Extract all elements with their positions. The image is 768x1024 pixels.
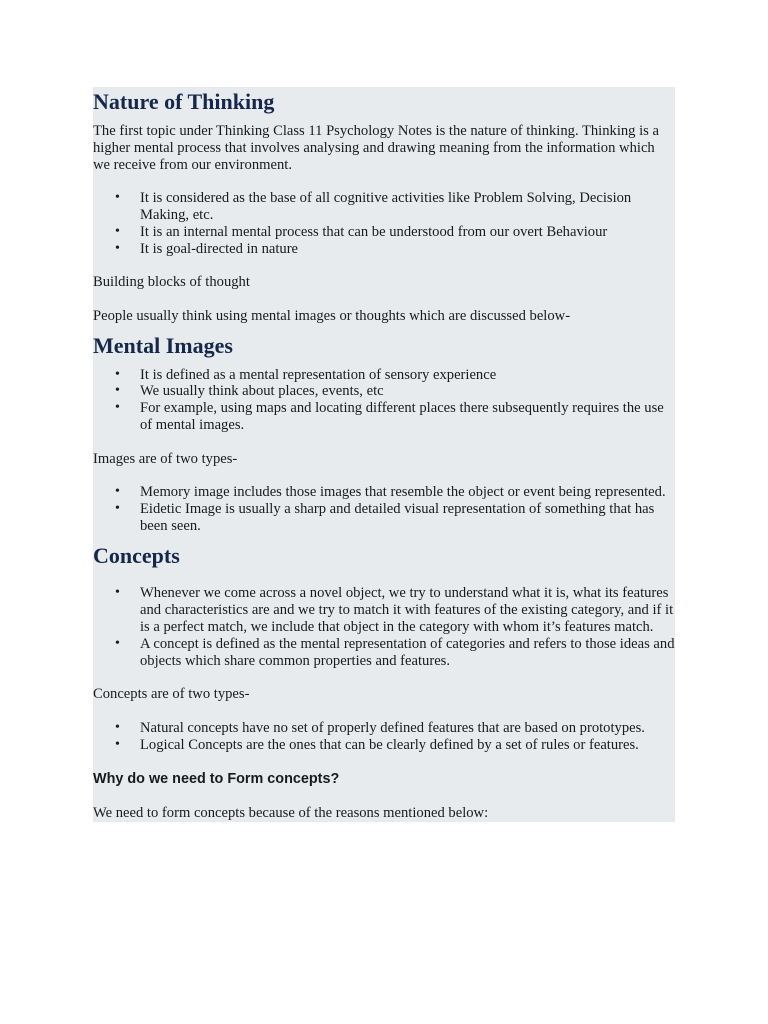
spacer	[93, 703, 675, 720]
list-item: • It is defined as a mental representation of sensory experience	[93, 367, 675, 384]
bullet-list-nature	[93, 190, 675, 257]
list-item: • It is goal-directed in nature	[93, 241, 675, 258]
spacer	[93, 753, 675, 770]
list-item: • It is considered as the base of all cognitive activities like Problem Solving, Decision Making, etc.	[93, 190, 675, 224]
section-title-mental-images: Mental Images	[93, 333, 675, 359]
list-item: • For example, using maps and locating different places there subsequently requires the use of mental images.	[93, 400, 675, 434]
bullet-list-mental-images	[93, 367, 675, 434]
spacer	[93, 325, 675, 333]
list-item: • Whenever we come across a novel object, we try to understand what it is, what its features and characteristics are and we try to match it with features of the existing category, and if it is a perfect match, we include that object in the category with whom it’s features match.	[93, 585, 675, 635]
spacer	[93, 467, 675, 484]
section-title-nature: Nature of Thinking	[93, 89, 675, 115]
paragraph-intro: The first topic under Thinking Class 11 Psychology Notes is the nature of thinking. Thinking is a higher mental process that involves analysing and drawing meaning from the information which we receive from our environment.	[93, 123, 675, 173]
spacer	[93, 257, 675, 274]
spacer	[93, 173, 675, 190]
bullet-list-concepts	[93, 585, 675, 669]
spacer	[93, 535, 675, 543]
spacer	[93, 115, 675, 123]
spacer	[93, 669, 675, 686]
list-item: • It is an internal mental process that can be understood from our overt Behaviour	[93, 224, 675, 241]
section-title-concepts: Concepts	[93, 543, 675, 569]
list-item: • We usually think about places, events, etc	[93, 383, 675, 400]
list-item: • Memory image includes those images that resemble the object or event being represented.	[93, 484, 675, 501]
spacer	[93, 434, 675, 451]
list-item: • Natural concepts have no set of properly defined features that are based on prototypes.	[93, 720, 675, 737]
spacer	[93, 788, 675, 805]
paragraph-people-think: People usually think using mental images or thoughts which are discussed below-	[93, 308, 675, 325]
bullet-list-concept-types	[93, 720, 675, 754]
subheading-why-concepts: Why do we need to Form concepts?	[93, 770, 675, 788]
list-item: • Logical Concepts are the ones that can be clearly defined by a set of rules or features.	[93, 737, 675, 754]
spacer	[93, 291, 675, 308]
paragraph-concepts-types: Concepts are of two types-	[93, 686, 675, 703]
paragraph-building-blocks: Building blocks of thought	[93, 274, 675, 291]
list-item: • Eidetic Image is usually a sharp and detailed visual representation of something that has been seen.	[93, 501, 675, 535]
paragraph-why-concepts: We need to form concepts because of the reasons mentioned below:	[93, 805, 675, 822]
document-content	[93, 87, 675, 822]
spacer	[93, 359, 675, 367]
list-item: • A concept is defined as the mental representation of categories and refers to those ideas and objects which share common properties and features.	[93, 636, 675, 670]
bullet-list-image-types	[93, 484, 675, 534]
spacer	[93, 569, 675, 586]
paragraph-images-types: Images are of two types-	[93, 451, 675, 468]
